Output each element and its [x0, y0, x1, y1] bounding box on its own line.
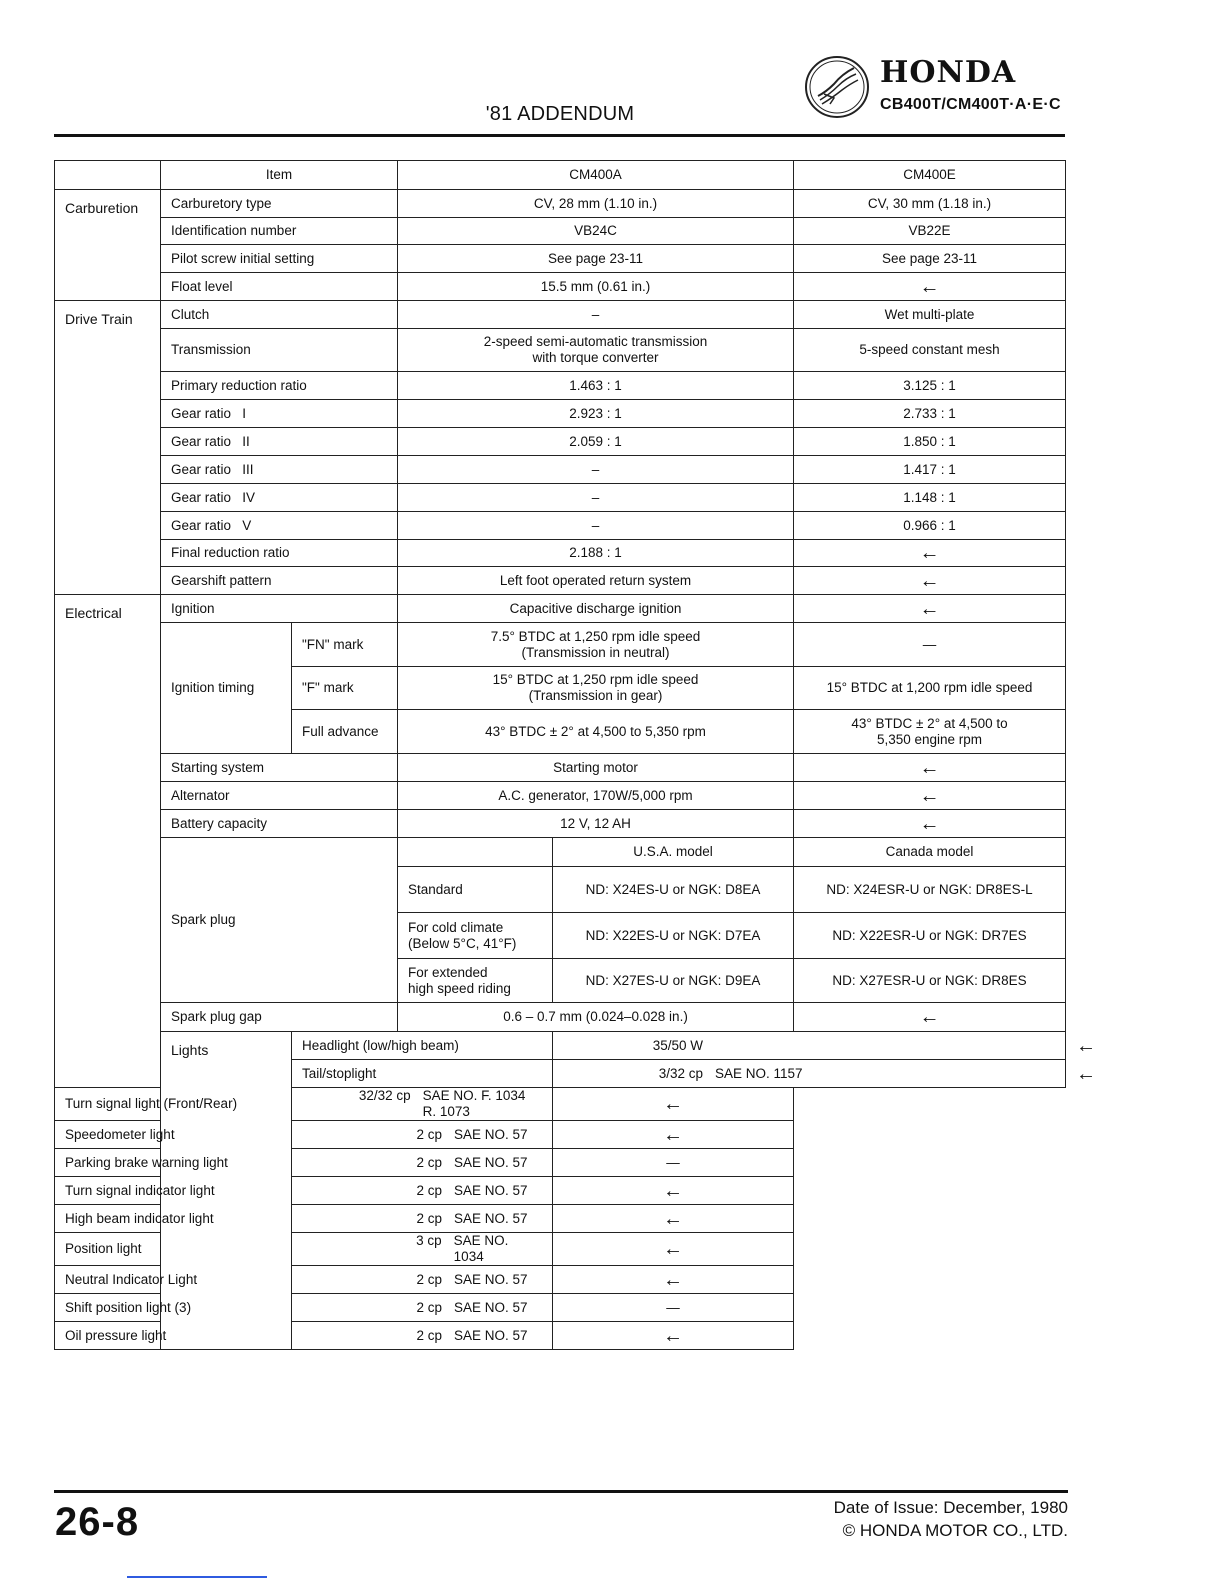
table-row: [55, 1121, 1066, 1149]
value-cell: [292, 1177, 553, 1205]
value-cell: 3.125 : 1: [794, 372, 1066, 400]
value-cell: A.C. generator, 170W/5,000 rpm: [398, 782, 794, 810]
light-spec: SAE NO. F. 1034 R. 1073: [422, 1088, 526, 1119]
item-cell: Final reduction ratio: [161, 540, 398, 567]
same-as-left-arrow-icon: ←: [794, 810, 1066, 838]
issue-date: Date of Issue: December, 1980: [833, 1498, 1068, 1517]
item-cell: Transmission: [161, 329, 398, 372]
link-underline: [127, 1576, 267, 1578]
header-canada-model: Canada model: [794, 838, 1066, 867]
category-drive-train: Drive Train: [55, 301, 161, 595]
same-as-left-arrow-icon: ←: [794, 1003, 1066, 1032]
value-cell: 0.966 : 1: [794, 512, 1066, 540]
category-electrical: Electrical: [55, 595, 161, 1088]
subitem-cell: Standard: [398, 867, 553, 913]
value-cell: [398, 667, 794, 710]
item-cell: Gear ratio II: [161, 428, 398, 456]
light-wattage: 32/32 cp: [358, 1088, 411, 1103]
table-cell: [55, 161, 161, 190]
light-spec: SAE NO. 57: [454, 1299, 528, 1315]
table-row: [55, 245, 1066, 273]
item-cell: Pilot screw initial setting: [161, 245, 398, 273]
light-wattage: 35/50 W: [652, 1037, 704, 1053]
value-cell: [398, 329, 794, 372]
category-lights: Lights: [161, 1032, 292, 1350]
table-row: [55, 218, 1066, 245]
value-cell: —: [553, 1149, 794, 1177]
value-line: (Transmission in gear): [528, 688, 663, 703]
value-cell: 0.6 – 0.7 mm (0.024–0.028 in.): [398, 1003, 794, 1032]
value-cell: [292, 1266, 553, 1294]
table-row: [55, 428, 1066, 456]
light-wattage: 3 cp: [416, 1233, 442, 1248]
value-cell: 43° BTDC ± 2° at 4,500 to 5,350 rpm: [398, 710, 794, 754]
header-rule: [54, 134, 1065, 137]
table-row: Tail/stoplight 3/32 cp SAE NO. 1157 ←: [55, 1060, 1066, 1088]
light-wattage: 2 cp: [416, 1327, 442, 1343]
same-as-left-arrow-icon: ←: [553, 1266, 794, 1294]
table-row: [55, 1294, 1066, 1322]
same-as-left-arrow-icon: ←: [794, 754, 1066, 782]
item-cell: Gear ratio I: [161, 400, 398, 428]
value-cell: ND: X22ES-U or NGK: D7EA: [553, 913, 794, 959]
item-cell: Alternator: [161, 782, 398, 810]
same-as-left-arrow-icon: ←: [794, 567, 1066, 595]
value-cell: Left foot operated return system: [398, 567, 794, 595]
value-cell: 5-speed constant mesh: [794, 329, 1066, 372]
value-cell: VB24C: [398, 218, 794, 245]
value-cell: See page 23-11: [794, 245, 1066, 273]
header-item: Item: [161, 161, 398, 190]
table-row: [55, 512, 1066, 540]
value-cell: [292, 1149, 553, 1177]
light-wattage: 3/32 cp: [658, 1065, 704, 1081]
item-cell: Identification number: [161, 218, 398, 245]
value-cell: [292, 1205, 553, 1233]
item-cell: Ignition: [161, 595, 398, 623]
same-as-left-arrow-icon: ←: [794, 782, 1066, 810]
item-cell: Starting system: [161, 754, 398, 782]
table-row: [55, 1322, 1066, 1350]
same-as-left-arrow-icon: ←: [553, 1121, 794, 1149]
subitem-line: For extended: [408, 964, 488, 980]
table-row: [55, 1003, 1066, 1032]
value-line: 5,350 engine rpm: [876, 731, 983, 747]
table-row: [55, 400, 1066, 428]
value-cell: –: [398, 301, 794, 329]
light-wattage: 2 cp: [416, 1154, 442, 1170]
item-cell: Shift position light (3): [55, 1294, 292, 1322]
table-row: [55, 810, 1066, 838]
value-cell: 1.850 : 1: [794, 428, 1066, 456]
value-line: with torque converter: [532, 350, 659, 365]
value-cell: —: [553, 1294, 794, 1322]
header-usa-model: U.S.A. model: [553, 838, 794, 867]
value-cell: 15.5 mm (0.61 in.): [398, 273, 794, 301]
light-wattage: 2 cp: [416, 1210, 442, 1226]
value-line: (Transmission in neutral): [521, 644, 670, 660]
table-row: [55, 623, 1066, 667]
value-cell: 1.148 : 1: [794, 484, 1066, 512]
value-cell: 2.059 : 1: [398, 428, 794, 456]
item-cell: Battery capacity: [161, 810, 398, 838]
value-cell: [292, 1322, 553, 1350]
value-cell: CV, 28 mm (1.10 in.): [398, 190, 794, 218]
item-cell: Clutch: [161, 301, 398, 329]
subitem-line: high speed riding: [408, 980, 511, 996]
table-row: [55, 372, 1066, 400]
item-cell: Spark plug: [161, 838, 398, 1003]
same-as-left-arrow-icon: ←: [553, 1088, 794, 1121]
light-spec: SAE NO. 57: [454, 1271, 528, 1287]
value-cell: See page 23-11: [398, 245, 794, 273]
light-wattage: 2 cp: [416, 1299, 442, 1315]
value-cell: ND: X24ESR-U or NGK: DR8ES-L: [794, 867, 1066, 913]
item-cell: Primary reduction ratio: [161, 372, 398, 400]
light-spec: SAE NO. 1157: [715, 1065, 803, 1081]
table-row: [55, 754, 1066, 782]
header-cm400e: CM400E: [794, 161, 1066, 190]
issue-info: [834, 1496, 1068, 1542]
header-cm400a: CM400A: [398, 161, 794, 190]
value-cell: 1.417 : 1: [794, 456, 1066, 484]
value-cell: [292, 1294, 553, 1322]
same-as-left-arrow-icon: ←: [794, 273, 1066, 301]
table-row: [55, 1233, 1066, 1266]
value-cell: [794, 710, 1066, 754]
same-as-left-arrow-icon: ←: [794, 595, 1066, 623]
value-cell: 2.923 : 1: [398, 400, 794, 428]
table-row: Lights Headlight (low/high beam) 35/50 W ←: [55, 1032, 1066, 1060]
value-cell: —: [794, 623, 1066, 667]
item-cell: Neutral Indicator Light: [55, 1266, 292, 1294]
copyright: © HONDA MOTOR CO., LTD.: [842, 1521, 1068, 1540]
table-row: [55, 1266, 1066, 1294]
subitem-cell: "F" mark: [292, 667, 398, 710]
value-cell: Capacitive discharge ignition: [398, 595, 794, 623]
subitem-cell: Full advance: [292, 710, 398, 754]
subitem-cell: [398, 959, 553, 1003]
item-cell: Parking brake warning light: [55, 1149, 292, 1177]
value-cell: Starting motor: [398, 754, 794, 782]
same-as-left-arrow-icon: ←: [794, 540, 1066, 567]
value-cell: ND: X24ES-U or NGK: D8EA: [553, 867, 794, 913]
light-wattage: 2 cp: [416, 1271, 442, 1287]
light-spec: SAE NO. 57: [454, 1182, 528, 1198]
item-cell: Gearshift pattern: [161, 567, 398, 595]
same-as-left-arrow-icon: ←: [553, 1177, 794, 1205]
table-row: [55, 1205, 1066, 1233]
item-cell: High beam indicator light: [55, 1205, 292, 1233]
table-row: [55, 782, 1066, 810]
light-spec: SAE NO. 57: [454, 1154, 528, 1170]
table-cell: [398, 838, 553, 867]
value-cell: 2.188 : 1: [398, 540, 794, 567]
category-carburetion: Carburetion: [55, 190, 161, 301]
item-cell: Oil pressure light: [55, 1322, 292, 1350]
page-title: '81 ADDENDUM: [485, 103, 635, 125]
table-row: [55, 567, 1066, 595]
value-cell: VB22E: [794, 218, 1066, 245]
value-cell: 2.733 : 1: [794, 400, 1066, 428]
value-cell: [292, 1233, 553, 1266]
value-cell: ND: X27ES-U or NGK: D9EA: [553, 959, 794, 1003]
same-as-left-arrow-icon: ←: [553, 1322, 794, 1350]
value-cell: [553, 1060, 1066, 1088]
value-cell: –: [398, 456, 794, 484]
value-cell: 12 V, 12 AH: [398, 810, 794, 838]
value-line: 2-speed semi-automatic transmission: [483, 334, 708, 349]
spec-table: [54, 160, 1097, 1350]
item-cell: Float level: [161, 273, 398, 301]
item-cell: Turn signal indicator light: [55, 1177, 292, 1205]
subitem-line: (Below 5°C, 41°F): [408, 935, 517, 951]
honda-wing-logo: [804, 54, 870, 120]
footer-rule: [54, 1490, 1068, 1493]
same-as-left-arrow-icon: ←: [553, 1233, 794, 1266]
value-line: 7.5° BTDC at 1,250 rpm idle speed: [490, 628, 701, 644]
value-cell: Wet multi-plate: [794, 301, 1066, 329]
light-spec: SAE NO. 57: [454, 1210, 528, 1226]
table-row: [55, 838, 1066, 867]
item-cell: Carburetory type: [161, 190, 398, 218]
value-cell: [553, 1032, 1066, 1060]
same-as-left-arrow-icon: ←: [553, 1205, 794, 1233]
subitem-cell: [398, 913, 553, 959]
table-row: [55, 329, 1066, 372]
value-cell: CV, 30 mm (1.18 in.): [794, 190, 1066, 218]
value-cell: ND: X22ESR-U or NGK: DR7ES: [794, 913, 1066, 959]
page-number: 26-8: [55, 1500, 140, 1544]
item-cell: Spark plug gap: [161, 1003, 398, 1032]
table-row: [55, 273, 1066, 301]
item-cell: Tail/stoplight: [292, 1060, 553, 1088]
subitem-line: For cold climate: [408, 919, 504, 935]
table-row: [55, 1088, 1066, 1121]
light-wattage: 2 cp: [416, 1126, 442, 1142]
value-line: 43° BTDC ± 2° at 4,500 to: [851, 715, 1008, 731]
item-cell: Turn signal light (Front/Rear): [55, 1088, 292, 1121]
table-row: [55, 540, 1066, 567]
table-row: [55, 484, 1066, 512]
item-cell: Ignition timing: [161, 623, 292, 754]
item-cell: Gear ratio IV: [161, 484, 398, 512]
value-cell: –: [398, 512, 794, 540]
item-cell: Headlight (low/high beam): [292, 1032, 553, 1060]
value-cell: ND: X27ESR-U or NGK: DR8ES: [794, 959, 1066, 1003]
table-row: [55, 1149, 1066, 1177]
subitem-cell: "FN" mark: [292, 623, 398, 667]
value-cell: –: [398, 484, 794, 512]
brand-name: HONDA: [880, 55, 1017, 90]
light-spec: SAE NO. 1034: [453, 1233, 509, 1264]
table-row: [55, 190, 1066, 218]
model-codes: CB400T/CM400T·A·E·C: [880, 96, 1061, 113]
value-line: 15° BTDC at 1,250 rpm idle speed: [492, 672, 699, 687]
value-cell: [292, 1121, 553, 1149]
table-header-row: [55, 161, 1066, 190]
value-cell: [292, 1088, 553, 1121]
item-cell: Gear ratio V: [161, 512, 398, 540]
value-cell: 1.463 : 1: [398, 372, 794, 400]
item-cell: Speedometer light: [55, 1121, 292, 1149]
table-row: [55, 456, 1066, 484]
value-cell: 15° BTDC at 1,200 rpm idle speed: [794, 667, 1066, 710]
item-cell: Gear ratio III: [161, 456, 398, 484]
light-spec: SAE NO. 57: [454, 1327, 528, 1343]
item-cell: Position light: [55, 1233, 292, 1266]
light-wattage: 2 cp: [416, 1182, 442, 1198]
table-row: [55, 595, 1066, 623]
table-row: [55, 301, 1066, 329]
table-row: [55, 1177, 1066, 1205]
light-spec: SAE NO. 57: [454, 1126, 528, 1142]
value-cell: [398, 623, 794, 667]
